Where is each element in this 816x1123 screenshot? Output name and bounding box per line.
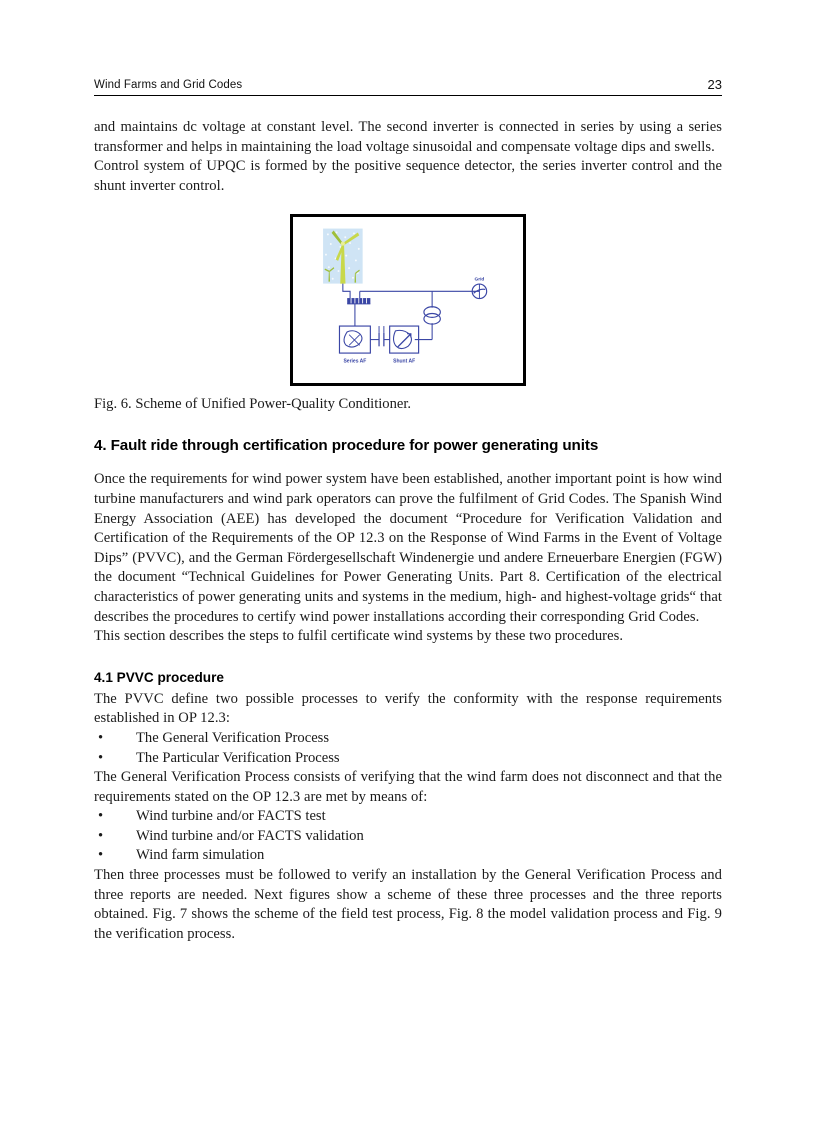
grid-symbol <box>472 277 486 299</box>
upqc-scheme-diagram <box>293 217 523 383</box>
bullet-icon: • <box>98 729 104 746</box>
running-head-title: Wind Farms and Grid Codes <box>94 79 243 91</box>
bullet-icon: • <box>98 749 104 766</box>
paragraph-general-process: The General Verification Process consists of verifying that the wind farm does not disconnect and that the requirements stated on the OP 12.3 are met by means of: <box>94 769 722 805</box>
running-head <box>94 78 722 95</box>
list-item <box>94 807 722 827</box>
paragraph-intro-1: and maintains dc voltage at constant level. The second inverter is connected in series by using a series transformer and helps in maintaining the load voltage sinusoidal and compensate voltage dips and swells. <box>94 119 722 155</box>
list-item <box>94 729 722 749</box>
wind-turbine-photo <box>323 229 363 284</box>
figure-6 <box>94 214 722 386</box>
circuit-lines <box>343 284 480 340</box>
paragraph-intro-2: Control system of UPQC is formed by the positive sequence detector, the series inverter control and the shunt inverter control. <box>94 158 722 194</box>
figure-6-caption: Fig. 6. Scheme of Unified Power-Quality Conditioner. <box>94 396 412 413</box>
bullet-icon: • <box>98 808 104 825</box>
list-verification-processes <box>94 729 722 768</box>
heading-subsection-4-1: 4.1 PVVC procedure <box>94 669 224 685</box>
series-transformer-symbol <box>424 307 440 324</box>
figure-6-frame <box>290 214 526 386</box>
page-number: 23 <box>707 77 722 92</box>
list-item-label: Wind turbine and/or FACTS test <box>136 808 326 825</box>
dc-link-capacitor <box>379 326 384 346</box>
list-item <box>94 749 722 769</box>
label-shunt-af: Shunt AF <box>393 359 416 366</box>
bullet-icon: • <box>98 847 104 864</box>
paragraph-section-4-2: This section describes the steps to fulfil certificate wind systems by these two procedures. <box>94 628 624 645</box>
paragraph-section-4: Once the requirements for wind power system have been established, another important point is how wind turbine manufacturers and wind park operators can prove the fulfilment of Grid Codes. The Spanish Wind Energy Association (AEE) has developed the document “Procedure for Verification Validation and Certification of the Requirements of the OP 12.3 on the Response of Wind Farms in the Event of Voltage Dips” (PVVC), and the German Fördergesellschaft Windenergie und andere Erneuerbare Energien (FGW) the document “Technical Guidelines for Power Generating Units. Part 8. Certification of the electrical characteristics of power generating units and systems in the medium, high- and highest-voltage grids“ that describes the procedures to certify wind power installations according their corresponding Grid Codes. <box>94 471 722 625</box>
list-item-label: The General Verification Process <box>136 729 330 746</box>
shunt-converter-block <box>390 326 419 353</box>
label-grid: Grid <box>474 278 485 284</box>
list-item <box>94 827 722 847</box>
header-divider <box>94 95 722 96</box>
label-series-af: Series AF <box>343 359 367 366</box>
series-converter-block <box>339 326 379 353</box>
list-item <box>94 846 722 866</box>
bullet-icon: • <box>98 827 104 844</box>
heading-section-4: 4. Fault ride through certification procedure for power generating units <box>94 437 599 455</box>
list-general-process-means <box>94 807 722 866</box>
list-item-label: Wind turbine and/or FACTS validation <box>136 827 364 844</box>
list-item-label: Wind farm simulation <box>136 847 265 864</box>
transformer-symbol <box>347 298 370 304</box>
page-content <box>94 78 722 944</box>
list-item-label: The Particular Verification Process <box>136 749 340 766</box>
paragraph-closing: Then three processes must be followed to verify an installation by the General Verification Process and three reports are needed. Next figures show a scheme of these three processes and the three reports obtained. Fig. 7 shows the scheme of the field test process, Fig. 8 the model validation process and Fig. 9 the verification process. <box>94 867 722 942</box>
paragraph-pvvc-intro: The PVVC define two possible processes to verify the conformity with the response requirements established in OP 12.3: <box>94 690 722 727</box>
